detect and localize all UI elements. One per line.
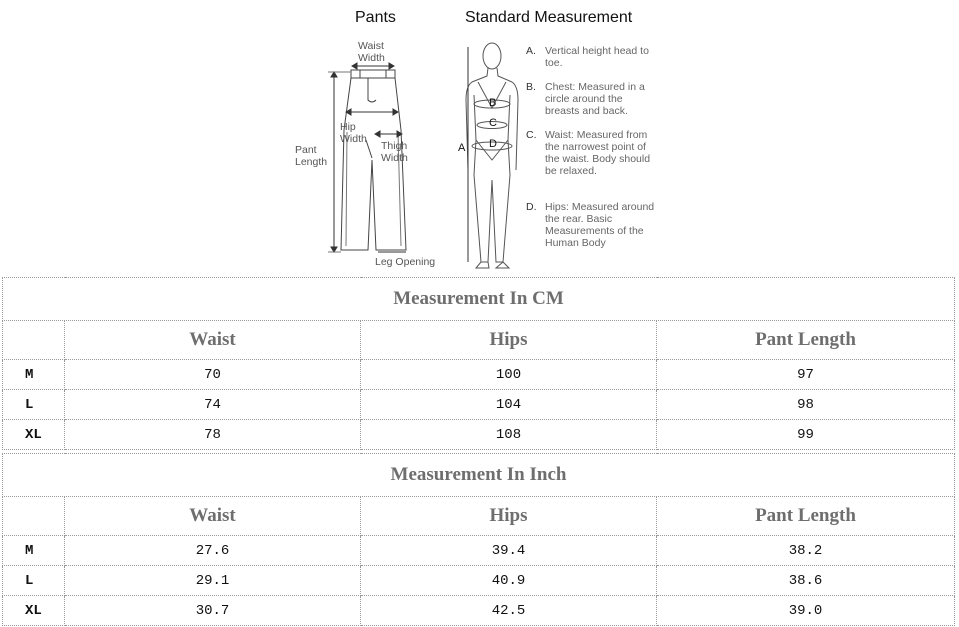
column-header-waist: Waist (65, 321, 361, 360)
empty-header-cell (3, 497, 65, 536)
hips-cell: 39.4 (361, 536, 657, 566)
waist-cell: 70 (65, 360, 361, 390)
waist-cell: 74 (65, 390, 361, 420)
waist-cell: 29.1 (65, 566, 361, 596)
body-letter-d: D (489, 138, 497, 150)
hips-cell: 104 (361, 390, 657, 420)
body-letter-b: B (489, 97, 497, 109)
column-header-waist: Waist (65, 497, 361, 536)
note-text: Chest: Measured in a circle around the breasts and back. (545, 81, 645, 117)
table-row (3, 566, 955, 596)
pant-length-cell: 39.0 (657, 596, 955, 626)
size-label: XL (3, 596, 65, 626)
note-a (526, 45, 655, 69)
pant-length-cell: 38.2 (657, 536, 955, 566)
note-c (526, 129, 655, 177)
pant-length-cell: 38.6 (657, 566, 955, 596)
waist-width-label: Waist Width (358, 40, 385, 64)
table-row (3, 420, 955, 450)
empty-header-cell (3, 321, 65, 360)
leg-opening-label: Leg Opening (375, 256, 436, 268)
standard-measurement-heading: Standard Measurement (465, 9, 633, 26)
waist-cell: 27.6 (65, 536, 361, 566)
note-key: C. (526, 129, 537, 141)
column-header-pant-length: Pant Length (657, 321, 955, 360)
note-key: D. (526, 201, 537, 213)
size-label: M (3, 360, 65, 390)
hips-cell: 42.5 (361, 596, 657, 626)
note-text: Waist: Measured from the narrowest point of the waist. Body should be relaxed. (545, 129, 651, 177)
table-title: Measurement In Inch (3, 454, 955, 497)
waist-cell: 30.7 (65, 596, 361, 626)
cm-measurement-table (2, 277, 955, 450)
table-row (3, 390, 955, 420)
body-letter-c: C (489, 117, 497, 129)
size-label: XL (3, 420, 65, 450)
hips-cell: 108 (361, 420, 657, 450)
hips-cell: 40.9 (361, 566, 657, 596)
body-figure-illustration (0, 0, 959, 275)
thigh-width-label: Thigh Width (381, 140, 408, 164)
note-b (526, 81, 655, 117)
pant-length-label: Pant Length (295, 144, 328, 168)
table-row (3, 536, 955, 566)
table-row (3, 360, 955, 390)
note-key: A. (526, 45, 536, 57)
pant-length-cell: 97 (657, 360, 955, 390)
table-title: Measurement In CM (3, 278, 955, 321)
note-key: B. (526, 81, 536, 93)
note-text: Hips: Measured around the rear. Basic Measurements of the Human Body (545, 201, 655, 249)
column-header-hips: Hips (361, 321, 657, 360)
pant-length-cell: 99 (657, 420, 955, 450)
note-d (526, 201, 655, 249)
pants-heading: Pants (355, 9, 396, 26)
waist-cell: 78 (65, 420, 361, 450)
note-text: Vertical height head to toe. (545, 45, 649, 69)
size-label: L (3, 390, 65, 420)
table-row (3, 596, 955, 626)
hip-width-label: Hip Width (340, 121, 367, 145)
pant-length-cell: 98 (657, 390, 955, 420)
column-header-pant-length: Pant Length (657, 497, 955, 536)
body-letter-a: A (458, 142, 466, 154)
hips-cell: 100 (361, 360, 657, 390)
size-diagram (0, 0, 959, 275)
column-header-hips: Hips (361, 497, 657, 536)
size-label: M (3, 536, 65, 566)
inch-measurement-table (2, 453, 955, 626)
size-label: L (3, 566, 65, 596)
